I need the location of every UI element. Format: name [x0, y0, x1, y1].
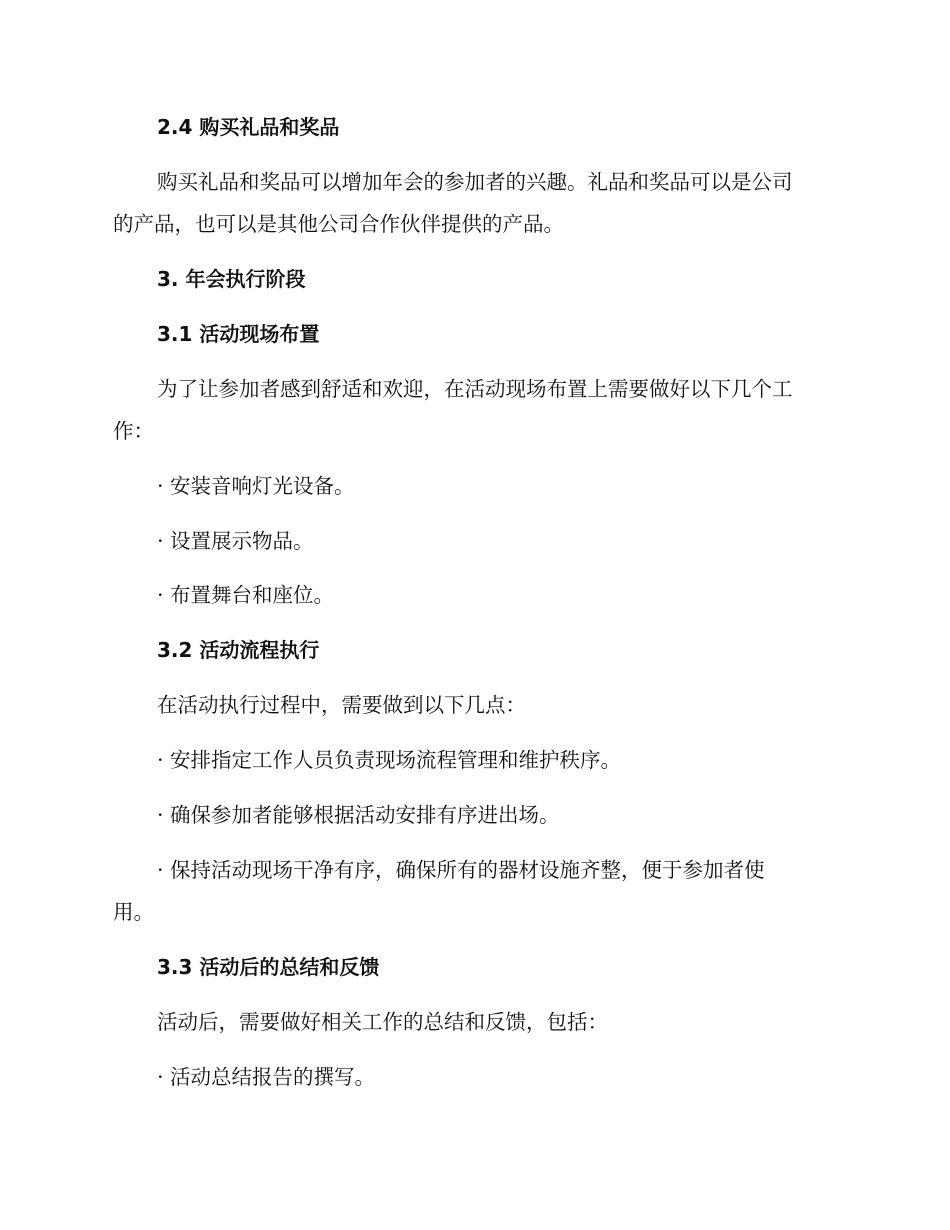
bullet-item: · 设置展示物品。 [157, 529, 314, 553]
bullet-item: · 保持活动现场干净有序，确保所有的器材设施齐整，便于参加者使 [157, 858, 765, 882]
section-heading-3-2: 3.2 活动流程执行 [157, 638, 320, 662]
bullet-item: · 确保参加者能够根据活动安排有序进出场。 [157, 803, 560, 827]
paragraph-line: 为了让参加者感到舒适和欢迎，在活动现场布置上需要做好以下几个工 [157, 377, 793, 401]
section-heading-3: 3. 年会执行阶段 [157, 267, 306, 291]
section-heading-3-3: 3.3 活动后的总结和反馈 [157, 955, 380, 979]
bullet-item: · 活动总结报告的撰写。 [157, 1065, 376, 1089]
bullet-item-continuation: 用。 [113, 900, 154, 924]
paragraph-line: 活动后，需要做好相关工作的总结和反馈，包括： [157, 1010, 608, 1034]
section-heading-2-4: 2.4 购买礼品和奖品 [157, 115, 340, 139]
bullet-item: · 布置舞台和座位。 [157, 583, 335, 607]
paragraph-line: 购买礼品和奖品可以增加年会的参加者的兴趣。礼品和奖品可以是公司 [157, 170, 793, 194]
paragraph-line: 作： [113, 419, 154, 443]
bullet-item: · 安排指定工作人员负责现场流程管理和维护秩序。 [157, 748, 622, 772]
paragraph-line: 在活动执行过程中，需要做到以下几点： [157, 693, 526, 717]
bullet-item: · 安装音响灯光设备。 [157, 474, 355, 498]
section-heading-3-1: 3.1 活动现场布置 [157, 322, 320, 346]
paragraph-line: 的产品，也可以是其他公司合作伙伴提供的产品。 [113, 212, 564, 236]
